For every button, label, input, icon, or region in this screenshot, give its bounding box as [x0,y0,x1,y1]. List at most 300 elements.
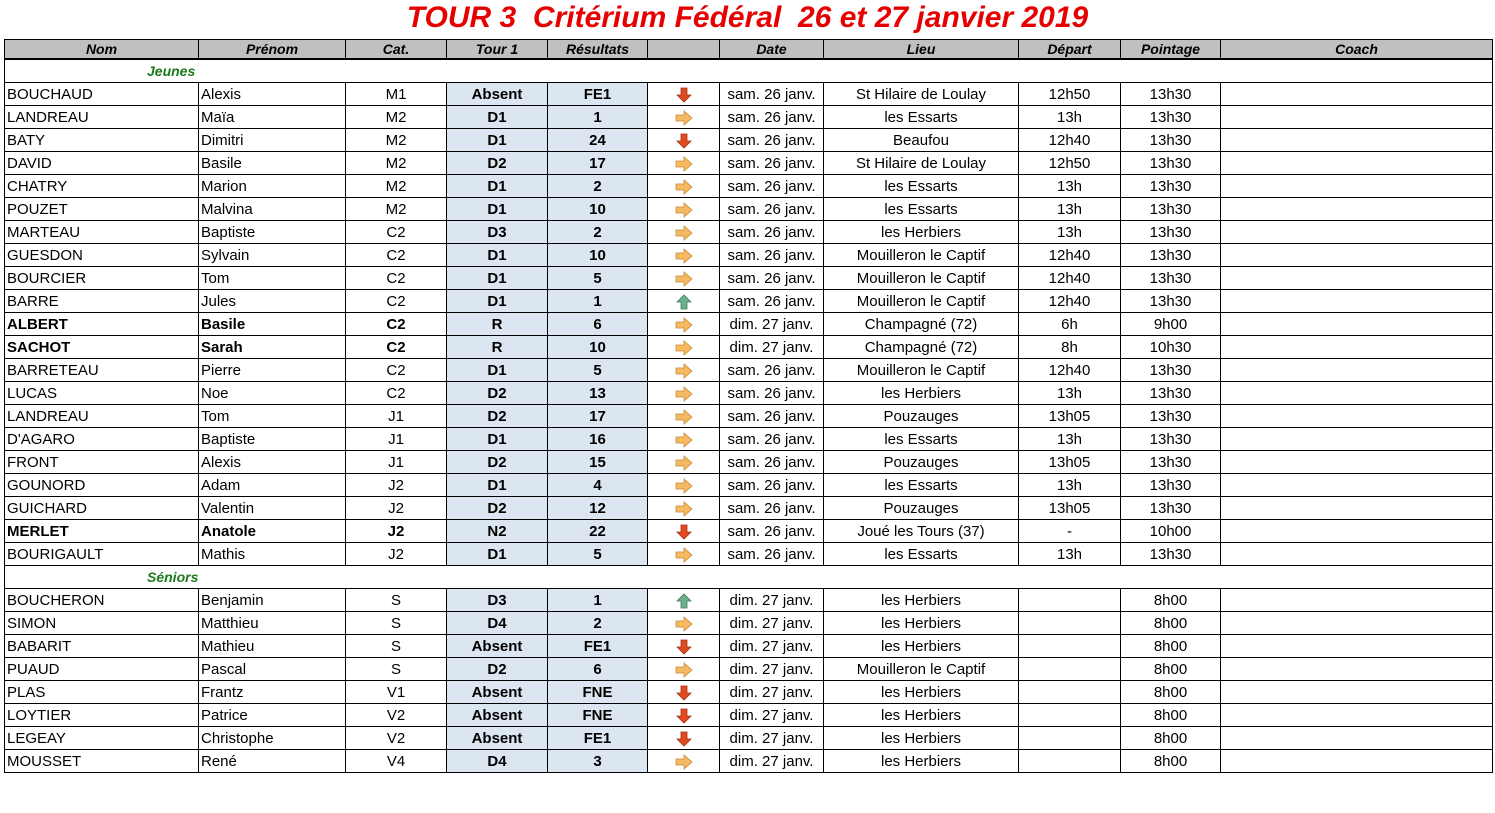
departure-time: 12h50 [1019,83,1121,106]
trend-arrow [648,520,720,543]
table-row [5,290,1493,313]
departure-time [1019,727,1121,750]
player-name: BOURCIER [5,267,199,290]
coach-cell [1221,658,1493,681]
venue: St Hilaire de Loulay [824,83,1019,106]
player-name: SIMON [5,612,199,635]
departure-time: 12h40 [1019,359,1121,382]
venue: Mouilleron le Captif [824,290,1019,313]
result-rank: 5 [548,267,648,290]
venue: Pouzauges [824,497,1019,520]
venue: les Essarts [824,106,1019,129]
check-in-time: 8h00 [1121,635,1221,658]
trend-arrow [648,704,720,727]
table-row [5,727,1493,750]
match-date: sam. 26 janv. [720,267,824,290]
tour1-division: D1 [447,129,548,152]
result-rank: 3 [548,750,648,773]
player-category: S [346,658,447,681]
match-date: sam. 26 janv. [720,106,824,129]
coach-cell [1221,221,1493,244]
player-name: POUZET [5,198,199,221]
player-name: GOUNORD [5,474,199,497]
venue: Champagné (72) [824,336,1019,359]
down-arrow-icon [675,706,693,723]
venue: les Herbiers [824,727,1019,750]
tour1-division: D2 [447,658,548,681]
venue: les Herbiers [824,750,1019,773]
departure-time [1019,635,1121,658]
match-date: sam. 26 janv. [720,520,824,543]
trend-arrow [648,221,720,244]
player-firstname: Pascal [199,658,346,681]
right-arrow-icon [675,407,693,424]
trend-arrow [648,635,720,658]
player-firstname: René [199,750,346,773]
tour1-division: D2 [447,382,548,405]
player-name: BOURIGAULT [5,543,199,566]
venue: les Herbiers [824,221,1019,244]
table-row [5,658,1493,681]
check-in-time: 13h30 [1121,198,1221,221]
check-in-time: 9h00 [1121,313,1221,336]
result-rank: 15 [548,451,648,474]
departure-time: 13h05 [1019,451,1121,474]
table-row [5,382,1493,405]
player-name: GUESDON [5,244,199,267]
player-category: V2 [346,704,447,727]
check-in-time: 13h30 [1121,543,1221,566]
player-firstname: Sarah [199,336,346,359]
table-row [5,83,1493,106]
departure-time: 13h05 [1019,405,1121,428]
column-header: Nom [5,40,199,60]
table-row [5,474,1493,497]
check-in-time: 8h00 [1121,704,1221,727]
departure-time: - [1019,520,1121,543]
table-row [5,612,1493,635]
player-name: LANDREAU [5,106,199,129]
check-in-time: 13h30 [1121,474,1221,497]
check-in-time: 13h30 [1121,221,1221,244]
player-firstname: Frantz [199,681,346,704]
player-category: C2 [346,290,447,313]
player-category: J1 [346,405,447,428]
venue: les Essarts [824,543,1019,566]
player-firstname: Basile [199,152,346,175]
venue: les Herbiers [824,704,1019,727]
player-firstname: Malvina [199,198,346,221]
tour1-division: N2 [447,520,548,543]
player-name: MERLET [5,520,199,543]
match-date: dim. 27 janv. [720,313,824,336]
coach-cell [1221,290,1493,313]
player-firstname: Baptiste [199,221,346,244]
right-arrow-icon [675,361,693,378]
table-row [5,750,1493,773]
right-arrow-icon [675,154,693,171]
player-name: CHATRY [5,175,199,198]
match-date: dim. 27 janv. [720,704,824,727]
tour1-division: R [447,313,548,336]
player-category: J1 [346,451,447,474]
right-arrow-icon [675,315,693,332]
check-in-time: 13h30 [1121,83,1221,106]
right-arrow-icon [675,246,693,263]
section-row [5,59,1493,83]
venue: les Essarts [824,198,1019,221]
coach-cell [1221,704,1493,727]
coach-cell [1221,152,1493,175]
departure-time: 13h [1019,175,1121,198]
match-date: sam. 26 janv. [720,497,824,520]
right-arrow-icon [675,108,693,125]
departure-time: 13h05 [1019,497,1121,520]
table-row [5,106,1493,129]
player-name: BARRETEAU [5,359,199,382]
departure-time: 12h40 [1019,290,1121,313]
trend-arrow [648,497,720,520]
match-date: sam. 26 janv. [720,290,824,313]
match-date: dim. 27 janv. [720,612,824,635]
coach-cell [1221,727,1493,750]
right-arrow-icon [675,338,693,355]
tour1-division: D2 [447,451,548,474]
section-row [5,566,1493,589]
right-arrow-icon [675,177,693,194]
tour1-division: D1 [447,198,548,221]
table-row [5,221,1493,244]
tour1-division: D1 [447,244,548,267]
column-header: Pointage [1121,40,1221,60]
match-date: sam. 26 janv. [720,359,824,382]
result-rank: 16 [548,428,648,451]
player-firstname: Valentin [199,497,346,520]
player-name: PUAUD [5,658,199,681]
trend-arrow [648,336,720,359]
player-name: BATY [5,129,199,152]
coach-cell [1221,681,1493,704]
player-name: BABARIT [5,635,199,658]
player-firstname: Tom [199,405,346,428]
player-firstname: Jules [199,290,346,313]
result-rank: 1 [548,589,648,612]
trend-arrow [648,175,720,198]
result-rank: FE1 [548,83,648,106]
player-firstname: Patrice [199,704,346,727]
check-in-time: 13h30 [1121,152,1221,175]
departure-time: 13h [1019,382,1121,405]
right-arrow-icon [675,499,693,516]
check-in-time: 13h30 [1121,382,1221,405]
player-category: M2 [346,106,447,129]
player-category: S [346,589,447,612]
player-category: C2 [346,336,447,359]
right-arrow-icon [675,752,693,769]
venue: Joué les Tours (37) [824,520,1019,543]
table-row [5,428,1493,451]
tour1-division: D1 [447,543,548,566]
player-firstname: Adam [199,474,346,497]
departure-time [1019,704,1121,727]
player-category: C2 [346,313,447,336]
player-category: C2 [346,382,447,405]
result-rank: 10 [548,198,648,221]
trend-arrow [648,382,720,405]
match-date: dim. 27 janv. [720,750,824,773]
coach-cell [1221,428,1493,451]
departure-time [1019,589,1121,612]
player-category: V1 [346,681,447,704]
player-name: BARRE [5,290,199,313]
player-name: LUCAS [5,382,199,405]
player-name: BOUCHERON [5,589,199,612]
result-rank: 24 [548,129,648,152]
right-arrow-icon [675,269,693,286]
player-category: M2 [346,129,447,152]
tour1-division: D4 [447,612,548,635]
match-date: sam. 26 janv. [720,405,824,428]
result-rank: 2 [548,612,648,635]
coach-cell [1221,474,1493,497]
right-arrow-icon [675,545,693,562]
player-firstname: Alexis [199,83,346,106]
player-category: V4 [346,750,447,773]
section-label: Séniors [5,566,1493,589]
trend-arrow [648,727,720,750]
venue: les Herbiers [824,382,1019,405]
table-row [5,152,1493,175]
check-in-time: 13h30 [1121,267,1221,290]
coach-cell [1221,244,1493,267]
coach-cell [1221,750,1493,773]
coach-cell [1221,313,1493,336]
venue: Mouilleron le Captif [824,267,1019,290]
tour1-division: Absent [447,704,548,727]
match-date: dim. 27 janv. [720,727,824,750]
title-competition: Critérium Fédéral [532,1,782,34]
check-in-time: 8h00 [1121,658,1221,681]
departure-time: 13h [1019,106,1121,129]
player-firstname: Christophe [199,727,346,750]
match-date: dim. 27 janv. [720,681,824,704]
header-row [5,40,1493,60]
player-category: M2 [346,198,447,221]
coach-cell [1221,267,1493,290]
player-firstname: Marion [199,175,346,198]
match-date: sam. 26 janv. [720,428,824,451]
venue: St Hilaire de Loulay [824,152,1019,175]
check-in-time: 13h30 [1121,359,1221,382]
tour1-division: D1 [447,175,548,198]
result-rank: FNE [548,704,648,727]
table-row [5,313,1493,336]
coach-cell [1221,382,1493,405]
column-header: Résultats [548,40,648,60]
player-firstname: Matthieu [199,612,346,635]
table-row [5,497,1493,520]
check-in-time: 10h30 [1121,336,1221,359]
check-in-time: 13h30 [1121,290,1221,313]
venue: les Herbiers [824,589,1019,612]
right-arrow-icon [675,614,693,631]
right-arrow-icon [675,476,693,493]
departure-time: 12h50 [1019,152,1121,175]
player-name: ALBERT [5,313,199,336]
section-label: Jeunes [5,59,1493,83]
match-date: sam. 26 janv. [720,382,824,405]
departure-time: 6h [1019,313,1121,336]
trend-arrow [648,474,720,497]
coach-cell [1221,129,1493,152]
match-date: dim. 27 janv. [720,635,824,658]
departure-time: 12h40 [1019,244,1121,267]
trend-arrow [648,451,720,474]
player-firstname: Anatole [199,520,346,543]
table-row [5,129,1493,152]
coach-cell [1221,451,1493,474]
player-name: FRONT [5,451,199,474]
player-category: J1 [346,428,447,451]
column-header: Tour 1 [447,40,548,60]
coach-cell [1221,589,1493,612]
check-in-time: 8h00 [1121,589,1221,612]
result-rank: 13 [548,382,648,405]
player-category: C2 [346,359,447,382]
departure-time: 13h [1019,428,1121,451]
player-name: MOUSSET [5,750,199,773]
result-rank: 1 [548,290,648,313]
tour1-division: R [447,336,548,359]
player-firstname: Noe [199,382,346,405]
trend-arrow [648,750,720,773]
check-in-time: 8h00 [1121,681,1221,704]
player-firstname: Mathieu [199,635,346,658]
trend-arrow [648,83,720,106]
check-in-time: 8h00 [1121,750,1221,773]
player-category: C2 [346,221,447,244]
column-header [648,40,720,60]
player-category: J2 [346,520,447,543]
venue: les Essarts [824,175,1019,198]
table-row [5,451,1493,474]
player-firstname: Mathis [199,543,346,566]
player-category: J2 [346,543,447,566]
tour1-division: D3 [447,221,548,244]
trend-arrow [648,612,720,635]
result-rank: 4 [548,474,648,497]
right-arrow-icon [675,430,693,447]
trend-arrow [648,106,720,129]
result-rank: 1 [548,106,648,129]
coach-cell [1221,497,1493,520]
trend-arrow [648,198,720,221]
up-arrow-icon [675,292,693,309]
match-date: dim. 27 janv. [720,589,824,612]
trend-arrow [648,405,720,428]
coach-cell [1221,106,1493,129]
tour1-division: D1 [447,359,548,382]
match-date: sam. 26 janv. [720,152,824,175]
coach-cell [1221,612,1493,635]
result-rank: 10 [548,336,648,359]
coach-cell [1221,198,1493,221]
tour1-division: D1 [447,267,548,290]
result-rank: FNE [548,681,648,704]
trend-arrow [648,313,720,336]
tour1-division: D1 [447,106,548,129]
result-rank: 6 [548,313,648,336]
right-arrow-icon [675,384,693,401]
tour1-division: D1 [447,290,548,313]
match-date: dim. 27 janv. [720,658,824,681]
result-rank: 6 [548,658,648,681]
right-arrow-icon [675,223,693,240]
player-firstname: Sylvain [199,244,346,267]
player-name: LEGEAY [5,727,199,750]
coach-cell [1221,175,1493,198]
result-rank: 5 [548,359,648,382]
down-arrow-icon [675,522,693,539]
departure-time: 12h40 [1019,129,1121,152]
match-date: sam. 26 janv. [720,543,824,566]
page-title [0,0,1495,36]
venue: les Herbiers [824,681,1019,704]
coach-cell [1221,520,1493,543]
trend-arrow [648,589,720,612]
departure-time [1019,750,1121,773]
player-firstname: Basile [199,313,346,336]
check-in-time: 13h30 [1121,451,1221,474]
departure-time: 13h [1019,543,1121,566]
match-date: sam. 26 janv. [720,198,824,221]
coach-cell [1221,336,1493,359]
tour1-division: D4 [447,750,548,773]
table-row [5,589,1493,612]
result-rank: 17 [548,152,648,175]
result-rank: 2 [548,175,648,198]
player-category: M1 [346,83,447,106]
departure-time [1019,612,1121,635]
result-rank: 5 [548,543,648,566]
right-arrow-icon [675,200,693,217]
venue: les Essarts [824,474,1019,497]
table-row [5,405,1493,428]
table-row [5,704,1493,727]
check-in-time: 13h30 [1121,405,1221,428]
player-name: LANDREAU [5,405,199,428]
venue: Pouzauges [824,451,1019,474]
column-header: Cat. [346,40,447,60]
table-row [5,543,1493,566]
result-rank: 2 [548,221,648,244]
title-tour: TOUR 3 [406,1,517,34]
trend-arrow [648,152,720,175]
player-firstname: Pierre [199,359,346,382]
check-in-time: 8h00 [1121,612,1221,635]
tour1-division: D1 [447,428,548,451]
coach-cell [1221,543,1493,566]
player-firstname: Tom [199,267,346,290]
player-name: GUICHARD [5,497,199,520]
tour1-division: D2 [447,405,548,428]
column-header: Départ [1019,40,1121,60]
table-row [5,175,1493,198]
venue: Pouzauges [824,405,1019,428]
check-in-time: 8h00 [1121,727,1221,750]
venue: Mouilleron le Captif [824,244,1019,267]
match-date: sam. 26 janv. [720,129,824,152]
